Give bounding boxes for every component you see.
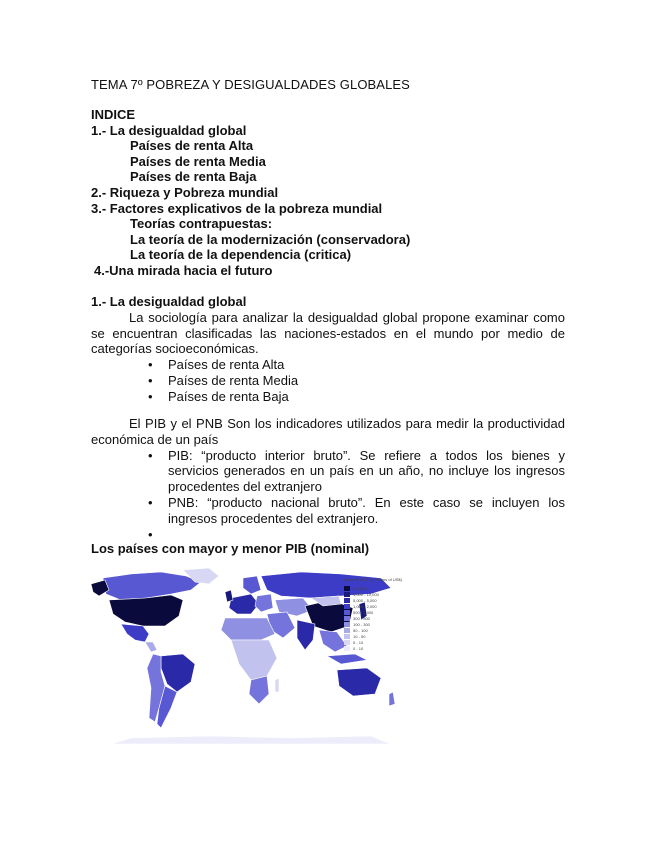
index-item: Países de renta Media bbox=[130, 153, 266, 169]
legend-swatch bbox=[344, 622, 350, 627]
legend-swatch bbox=[344, 604, 350, 609]
index-item: 1.- La desigualdad global bbox=[91, 122, 247, 138]
legend-title: Nominal GDP (in billions of US$) bbox=[344, 577, 402, 582]
indicators-paragraph: El PIB y el PNB Son los indicadores utilizados para medir la productividad económica de un país bbox=[91, 416, 565, 447]
index-item: Teorías contrapuestas: bbox=[130, 216, 273, 232]
index-item: Países de renta Alta bbox=[130, 138, 254, 154]
index-heading: INDICE bbox=[91, 107, 136, 122]
list-item: • Países de renta Alta bbox=[148, 357, 285, 373]
index-item: 3.- Factores explicativos de la pobreza mundial bbox=[91, 200, 383, 216]
income-list bbox=[91, 357, 565, 404]
indicators-list bbox=[91, 448, 565, 543]
map-region-southeast-asia bbox=[319, 630, 347, 652]
map-region-usa bbox=[109, 595, 183, 626]
map-region-scandinavia bbox=[243, 576, 261, 594]
legend-item: 5,000 - 5,000 bbox=[344, 597, 414, 603]
list-item: • PIB: “producto interior bruto”. Se refiere a todos los bienes y servicios generados en un país en un año, no incluye los ingresos procedentes del extranjero bbox=[148, 447, 565, 495]
legend-item: 5 - 10 bbox=[344, 639, 414, 645]
map-region-western-europe bbox=[229, 594, 259, 614]
map-region-antarctica bbox=[111, 736, 391, 744]
legend-swatch bbox=[344, 586, 350, 591]
map-region-uk bbox=[225, 590, 233, 602]
map-region-new-zealand bbox=[389, 692, 395, 706]
index-item: La teoría de la dependencia (critica) bbox=[130, 247, 352, 263]
legend-swatch bbox=[344, 634, 350, 639]
map-region-mexico bbox=[121, 624, 149, 642]
document-title: TEMA 7º POBREZA Y DESIGUALDADES GLOBALES bbox=[91, 77, 410, 92]
map-region-australia bbox=[337, 668, 381, 696]
legend-item: 300 - 500 bbox=[344, 615, 414, 621]
legend-swatch bbox=[344, 640, 350, 645]
map-legend bbox=[344, 577, 414, 651]
bullet-icon: • bbox=[148, 357, 153, 373]
map-region-eastern-europe bbox=[255, 594, 273, 612]
section-desigualdad-global bbox=[91, 294, 565, 405]
map-region-southern-africa bbox=[249, 676, 269, 704]
map-heading: Los países con mayor y menor PIB (nominal) bbox=[91, 541, 370, 556]
bullet-icon: • bbox=[148, 388, 153, 404]
bullet-icon: • bbox=[148, 447, 153, 463]
index-item: La teoría de la modernización (conservadora) bbox=[130, 231, 411, 247]
legend-swatch bbox=[344, 592, 350, 597]
map-region-india bbox=[297, 620, 315, 650]
map-region-north-africa bbox=[221, 618, 275, 640]
legend-swatch bbox=[344, 598, 350, 603]
legend-swatch bbox=[344, 646, 350, 651]
list-item bbox=[91, 527, 565, 543]
index-item: 2.- Riqueza y Pobreza mundial bbox=[91, 184, 279, 200]
map-region-central-america bbox=[145, 642, 157, 652]
legend-item: 1,000 - 10,000 bbox=[344, 591, 414, 597]
legend-swatch bbox=[344, 616, 350, 621]
section-paragraph: La sociología para analizar la desigualdad global propone examinar como se encuentran clasificadas las naciones-estados en el mundo por medio de categorías socioeconómicas. bbox=[91, 309, 565, 357]
section-heading: 1.- La desigualdad global bbox=[91, 294, 247, 309]
legend-item: 10 - 50 bbox=[344, 633, 414, 639]
legend-item: 100 - 300 bbox=[344, 621, 414, 627]
bullet-icon: • bbox=[148, 526, 153, 542]
map-region-madagascar bbox=[275, 678, 279, 692]
index bbox=[91, 107, 410, 279]
index-item: Países de renta Baja bbox=[130, 169, 257, 185]
legend-swatch bbox=[344, 610, 350, 615]
indicators-block bbox=[91, 416, 565, 542]
legend-item: 10,000+ bbox=[344, 585, 414, 591]
legend-item: 1,000 - 2,000 bbox=[344, 603, 414, 609]
bullet-icon: • bbox=[148, 372, 153, 388]
map-region-indonesia bbox=[327, 654, 367, 664]
map-region-canada bbox=[103, 572, 201, 600]
legend-item: 0 - 10 bbox=[344, 645, 414, 651]
legend-item: 500 - 1,000 bbox=[344, 609, 414, 615]
map-region-central-africa bbox=[231, 640, 277, 680]
list-item: • Países de renta Baja bbox=[148, 388, 289, 404]
list-item: • PNB: “producto nacional bruto”. En este caso se incluyen los ingresos procedentes del extranjero. bbox=[148, 494, 565, 526]
list-item: • Países de renta Media bbox=[148, 372, 299, 388]
legend-swatch bbox=[344, 628, 350, 633]
legend-item: 50 - 100 bbox=[344, 627, 414, 633]
bullet-icon: • bbox=[148, 494, 153, 510]
index-item: 4.-Una mirada hacia el futuro bbox=[94, 262, 273, 278]
